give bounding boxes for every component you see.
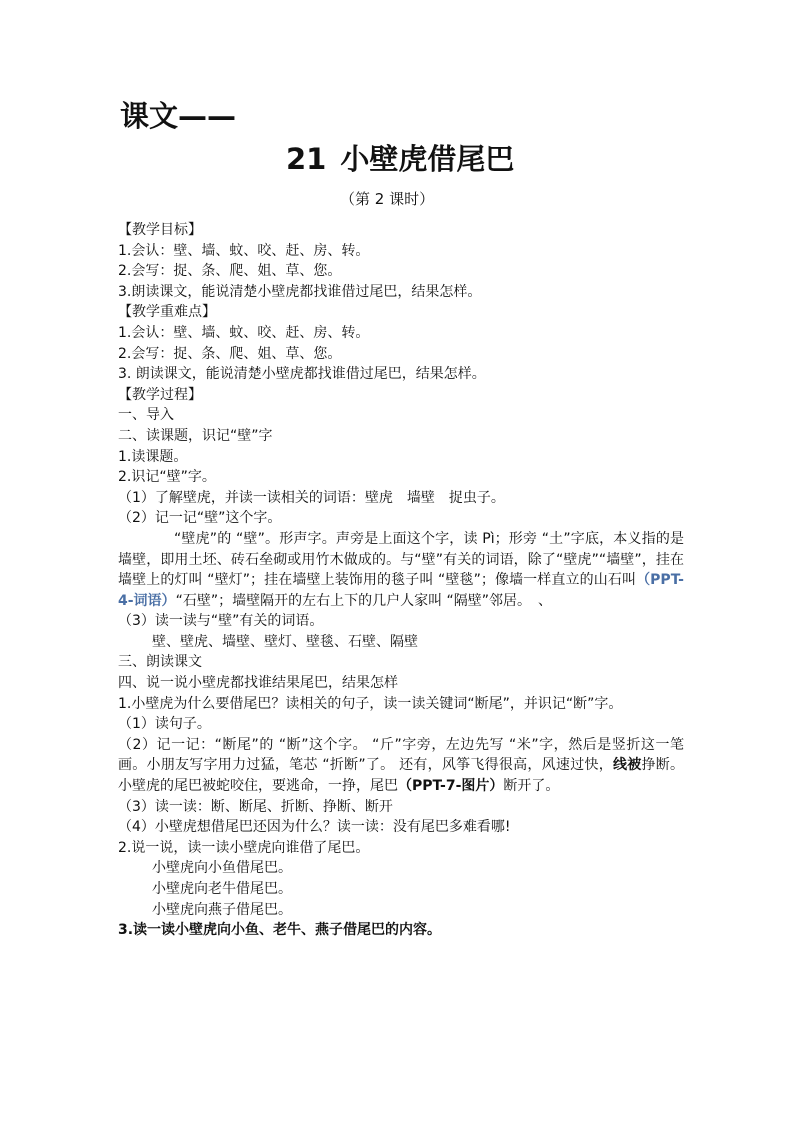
substep-read-break-words: （3）读一读：断、断尾、折断、挣断、断开 [118, 798, 393, 815]
section-discuss: 四、说一说小壁虎都找谁结果尾巴，结果怎样 [118, 675, 398, 692]
objective-item: 2.会写：捉、条、爬、姐、草、您。 [118, 263, 342, 280]
lesson-period: （第 2 课时） [340, 190, 435, 208]
paragraph-text: （2）记一记：“断尾”的 “断”这个字。 “斤”字旁，左边先写 “米”字，然后是竖折这一笔画。小朋友写字用力过猛，笔芯 “折断”了。 还有，风筝飞得很高，风速过快， [118, 736, 684, 774]
borrow-item: 小壁虎向小鱼借尾巴。 [152, 860, 292, 877]
borrow-item: 小壁虎向老牛借尾巴。 [152, 881, 292, 897]
paragraph-text: “壁虎”的 “壁”。形声字。声旁是上面这个字，读 Pì；形旁 “土”字底，本义指的是墙壁，即用土坯、砖石垒砌或用竹木做成的。与“壁”有关的词语，除了“壁虎”“墙壁”，挂在墙壁上的灯叫 “壁灯”；挂在墙壁上装饰用的毯子叫 “壁毯”；像墙一样直立的山石叫 [118, 530, 684, 589]
step-learn-char: 2.识记“壁”字。 [118, 469, 216, 486]
step-why-borrow: 1.小壁虎为什么要借尾巴？读相关的句子，读一读关键词“断尾”，并识记“断”字。 [118, 695, 623, 712]
substep-another-reason: （4）小壁虎想借尾巴还因为什么？读一读：没有尾巴多难看哪! [118, 819, 511, 836]
section-read-text: 三、朗读课文 [118, 654, 202, 671]
lesson-title-text: 小壁虎借尾巴 [340, 142, 515, 176]
paragraph-wall-char [118, 529, 684, 611]
step-who-borrow: 2.说一说，读一读小壁虎向谁借了尾巴。 [118, 839, 370, 856]
substep-gecko: （1）了解壁虎，并读一读相关的词语：壁虎 墙壁 捉虫子。 [118, 489, 505, 506]
key-points-heading: 【教学重难点】 [118, 304, 216, 321]
substep-read-sentence: （1）读句子。 [118, 716, 211, 733]
bold-text: 线被 [612, 757, 642, 774]
document-label: 课文—— [120, 99, 237, 133]
objectives-heading: 【教学目标】 [118, 222, 202, 238]
objective-item: 3.朗读课文，能说清楚小壁虎都找谁借过尾巴，结果怎样。 [118, 283, 482, 300]
paragraph-text: 断开了。 [503, 778, 560, 795]
step-read-content: 3.读一读小壁虎向小鱼、老牛、燕子借尾巴的内容。 [118, 922, 442, 939]
section-intro: 一、导入 [118, 407, 174, 424]
borrow-item: 小壁虎向燕子借尾巴。 [152, 901, 292, 918]
paragraph-text: “石壁”；墙壁隔开的左右上下的几户人家叫 “隔壁”邻居。 、 [175, 592, 553, 609]
key-point-item: 2.会写：捉、条、爬、姐、草、您。 [118, 345, 342, 362]
substep-remember-char: （2）记一记“壁”这个字。 [118, 510, 282, 527]
key-point-item: 1.会认：壁、墙、蚊、咬、赶、房、转。 [118, 324, 370, 341]
process-heading: 【教学过程】 [118, 386, 202, 403]
lesson-title [286, 138, 514, 180]
step-read-title: 1.读课题。 [118, 448, 188, 465]
word-list: 壁、壁虎、墙壁、壁灯、壁毯、石壁、隔壁 [152, 633, 418, 650]
ppt-reference: （PPT-7-图片） [398, 778, 504, 795]
ppt-reference: （PPT-4-词语） [118, 572, 684, 609]
section-read-title: 二、读课题，识记“壁”字 [118, 427, 273, 444]
lesson-body [118, 220, 684, 941]
paragraph-break-char [118, 735, 684, 797]
lesson-number: 21 [286, 142, 327, 176]
objective-item: 1.会认：壁、墙、蚊、咬、赶、房、转。 [118, 242, 370, 259]
paragraph-text: 挣断。小壁虎的尾巴被蛇咬住，要逃命，一挣，尾巴 [118, 757, 685, 795]
substep-read-words: （3）读一读与“壁”有关的词语。 [118, 613, 324, 630]
key-point-item: 3. 朗读课文，能说清楚小壁虎都找谁借过尾巴，结果怎样。 [118, 366, 486, 383]
